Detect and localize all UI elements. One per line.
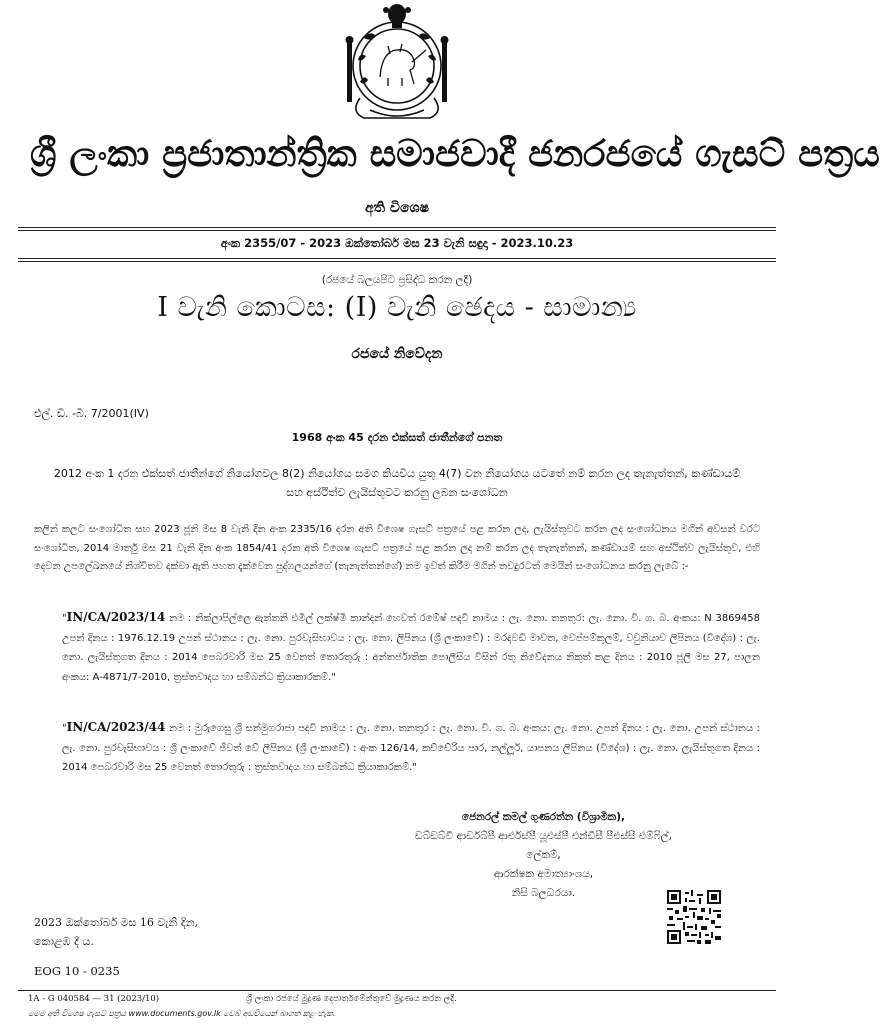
signatory-authority: නිසි බලධරයා.: [511, 887, 576, 899]
footer-download-note: මෙම අති විශෙෂ ගැසට් පත්‍රය www.documents.gov.lk වෙබ් අඩවියෙන් බාගත කළ හැක.: [28, 1009, 336, 1018]
header-rule-top: [18, 227, 776, 228]
entry-text: නම : මුරුගෙසු ශ්‍රී සන්මුගරාජා පදවි නාමය : ලැ. නො. තනතුර : ලැ. නො. වි. ග. බ. අංකය: ලැ. නො. උපන් දිනය : ලැ. නො. උපන් ස්ථානය : ලැ. නො. පුරවැසිභාවය : ශ්‍රී ලංකාවේ ජීවත් වේ ලිපිනය (ශ්‍රී ලංකාවේ) : අංක 126/14, කච්චේරිය පාර, නල්ලූර්, යාපනය ලිපිනය (විදේශ) : ලැ. නො. ලැයිස්තුගත දිනය : 2014 පෙබරවාරි මස 25 වෙනත් තොරතුරු : ත්‍රස්තවාදය හා සම්බන්ධ ක්‍රියාකාරකම්.": [62, 723, 760, 773]
published-by-authority: (රජයේ බලයපිට ප්‍රසිද්ධ කරන ලදී): [321, 274, 473, 286]
signature-block: [415, 808, 672, 903]
header-rule-bottom: [18, 258, 776, 259]
amendment-heading: 2012 අංක 1 දරන එක්සත් ජාතීන්ගේ නියෝගවල 8(2) නියෝගය සමග කියවිය යුතු 4(7) වන නියෝගය යටතේ නම් කරන ලද තැනැත්තන්, කණ්ඩායම් සහ අස්ථිත්ව ලැයිස්තුවට කරනු ලබන සංශෝධන: [53, 467, 741, 499]
signatory-ministry: ආරක්ෂක අමාත්‍යාංශය,: [493, 868, 594, 880]
list-entry: "IN/CA/2023/14 නම : නික්ලාපිල්ලෙ ඇන්තනි එමිල් ලක්ෂ්මි කාන්දන් හෙවත් රමේෂ් පදවි නාමය : ලැ. නො. තනතුර: ලැ. නො. වි. ග. බ. අංකය: N 3869458 උපන් දිනය : 1976.12.19 උපන් ස්ථානය : ලැ. නො. පුරවැසිභාවය : ලැ. නො. ලිපිනය (ශ්‍රී ලංකාවේ) : මරදවඩි මාවත, වෙප්පම්කුලම්, වවුනියාව ලිපිනය (විදේශ) : ලැ. නො. ලැයිස්තුගත දිනය : 2014 පෙබරවාරි මස 25 වෙනත් තොරතුරු : අන්තර්ජාතික පොලීසිය විසින් රතු නිවේදනය නිකුත් කළ දිනය : 2010 ජූලි මස 27, පාලන අංකය: A-4871/7-2010, ත්‍රස්තවාදය හා සම්බන්ධ ක්‍රියාකාරකම්.": [62, 610, 760, 683]
act-title: 1968 අංක 45 දරන එක්සත් ජාතීන්ගේ පනත: [291, 431, 503, 444]
signatory-role: ලේකම්,: [526, 849, 561, 861]
footer-printer: ශ්‍රී ලංකා රජයේ මුද්‍රණ දෙපාර්තමේන්තුවේ මුද්‍රණය කරන ලදී.: [246, 994, 457, 1004]
gazette-title: ශ්‍රී ලංකා ප්‍රජාතාන්ත්‍රික සමාජවාදී ජනරජයේ ගැසට් පත්‍රය: [30, 131, 880, 175]
issue-line: අංක 2355/07 - 2023 ඔක්තෝබර් මස 23 වැනි සඳුදා - 2023.10.23: [220, 236, 574, 250]
header-rule-top-double: [18, 230, 776, 231]
signatory-honours: ඩබ්ඩබ්වී ආර්ඩබ්පී ආර්එස්පී යූඑස්පී එන්ඩීසී පීඑස්සී එම්ෆිල්,: [414, 830, 672, 842]
signatory-name: ජෙනරල් කමල් ගුණරත්න (විශ්‍රාමික),: [461, 811, 625, 823]
footer-rule: [18, 990, 776, 991]
state-emblem-icon: [330, 2, 464, 124]
qr-code-icon: [667, 890, 721, 944]
header-rule-bottom-double: [18, 261, 776, 262]
entry-code: IN/CA/2023/44: [66, 720, 166, 734]
list-entry: "IN/CA/2023/44 නම : මුරුගෙසු ශ්‍රී සන්මුගරාජා පදවි නාමය : ලැ. නො. තනතුර : ලැ. නො. වි. ග. බ. අංකය: ලැ. නො. උපන් දිනය : ලැ. නො. උපන් ස්ථානය : ලැ. නො. පුරවැසිභාවය : ශ්‍රී ලංකාවේ ජීවත් වේ ලිපිනය (ශ්‍රී ලංකාවේ) : අංක 126/14, කච්චේරිය පාර, නල්ලූර්, යාපනය ලිපිනය (විදේශ) : ලැ. නො. ලැයිස්තුගත දිනය : 2014 පෙබරවාරි මස 25 වෙනත් තොරතුරු : ත්‍රස්තවාදය හා සම්බන්ධ ක්‍රියාකාරකම්.": [62, 720, 760, 773]
footer-print-code: 1A - G 040584 — 31 (2023/10): [28, 994, 160, 1004]
issue-place: කොළඹ දී ය.: [34, 935, 94, 948]
issue-date: 2023 ඔක්තෝබර් මස 16 වැනි දින,: [34, 916, 199, 929]
part-title: I වැනි කොටස: (I) වැනි ඡෙදය - සාමාන්‍ය: [157, 292, 637, 323]
notice-reference: එල්. ඩී. -බී. 7/2001(IV): [34, 407, 149, 420]
eog-number: EOG 10 - 0235: [34, 964, 120, 978]
place-and-date: [34, 913, 198, 951]
notice-intro: කලින් කලට සංශෝධිත සහ 2023 ජූනි මස 8 වැනි දින අංක 2335/16 දරන අති විශෙෂ ගැසට් පත්‍රයේ පළ කරන ලද, ලැයිස්තුවට කරන ලද සංශෝධනය මගින් අවසන් වරට සංශෝධිත, 2014 මාර්තු මස 21 වැනි දින අංක 1854/41 දරන අති විශෙෂ ගැසට් පත්‍රයේ පළ කරන ලද නම් කරන ලද තැනැත්තන්, කණ්ඩායම් සහ අස්ථිත්ව ලැයිස්තුව, එහි දෙවන උපලේඛනයේ නිශ්චිතව දක්වා ඇති පහත දැක්වෙන පුද්ගලයන්ගේ (තැනැත්තන්ගේ) නම ඉවත් කිරීම මගින් තවදුරටත් මෙයින් සංශෝධනය කරනු ලැබේ :-: [34, 524, 760, 572]
entry-text: නම : නික්ලාපිල්ලෙ ඇන්තනි එමිල් ලක්ෂ්මි කාන්දන් හෙවත් රමේෂ් පදවි නාමය : ලැ. නො. තනතුර: ලැ. නො. වි. ග. බ. අංකය: N 3869458 උපන් දිනය : 1976.12.19 උපන් ස්ථානය : ලැ. නො. පුරවැසිභාවය : ලැ. නො. ලිපිනය (ශ්‍රී ලංකාවේ) : මරදවඩි මාවත, වෙප්පම්කුලම්, වවුනියාව ලිපිනය (විදේශ) : ලැ. නො. ලැයිස්තුගත දිනය : 2014 පෙබරවාරි මස 25 වෙනත් තොරතුරු : අන්තර්ජාතික පොලීසිය විසින් රතු නිවේදනය නිකුත් කළ දිනය : 2010 ජූලි මස 27, පාලන අංකය: A-4871/7-2010, ත්‍රස්තවාදය හා සම්බන්ධ ක්‍රියාකාරකම්.": [62, 613, 760, 683]
entry-code: IN/CA/2023/14: [66, 610, 166, 624]
extraordinary-label: අති විශෙෂ: [365, 200, 429, 216]
section-title: රජයේ නිවේදන: [351, 346, 443, 362]
